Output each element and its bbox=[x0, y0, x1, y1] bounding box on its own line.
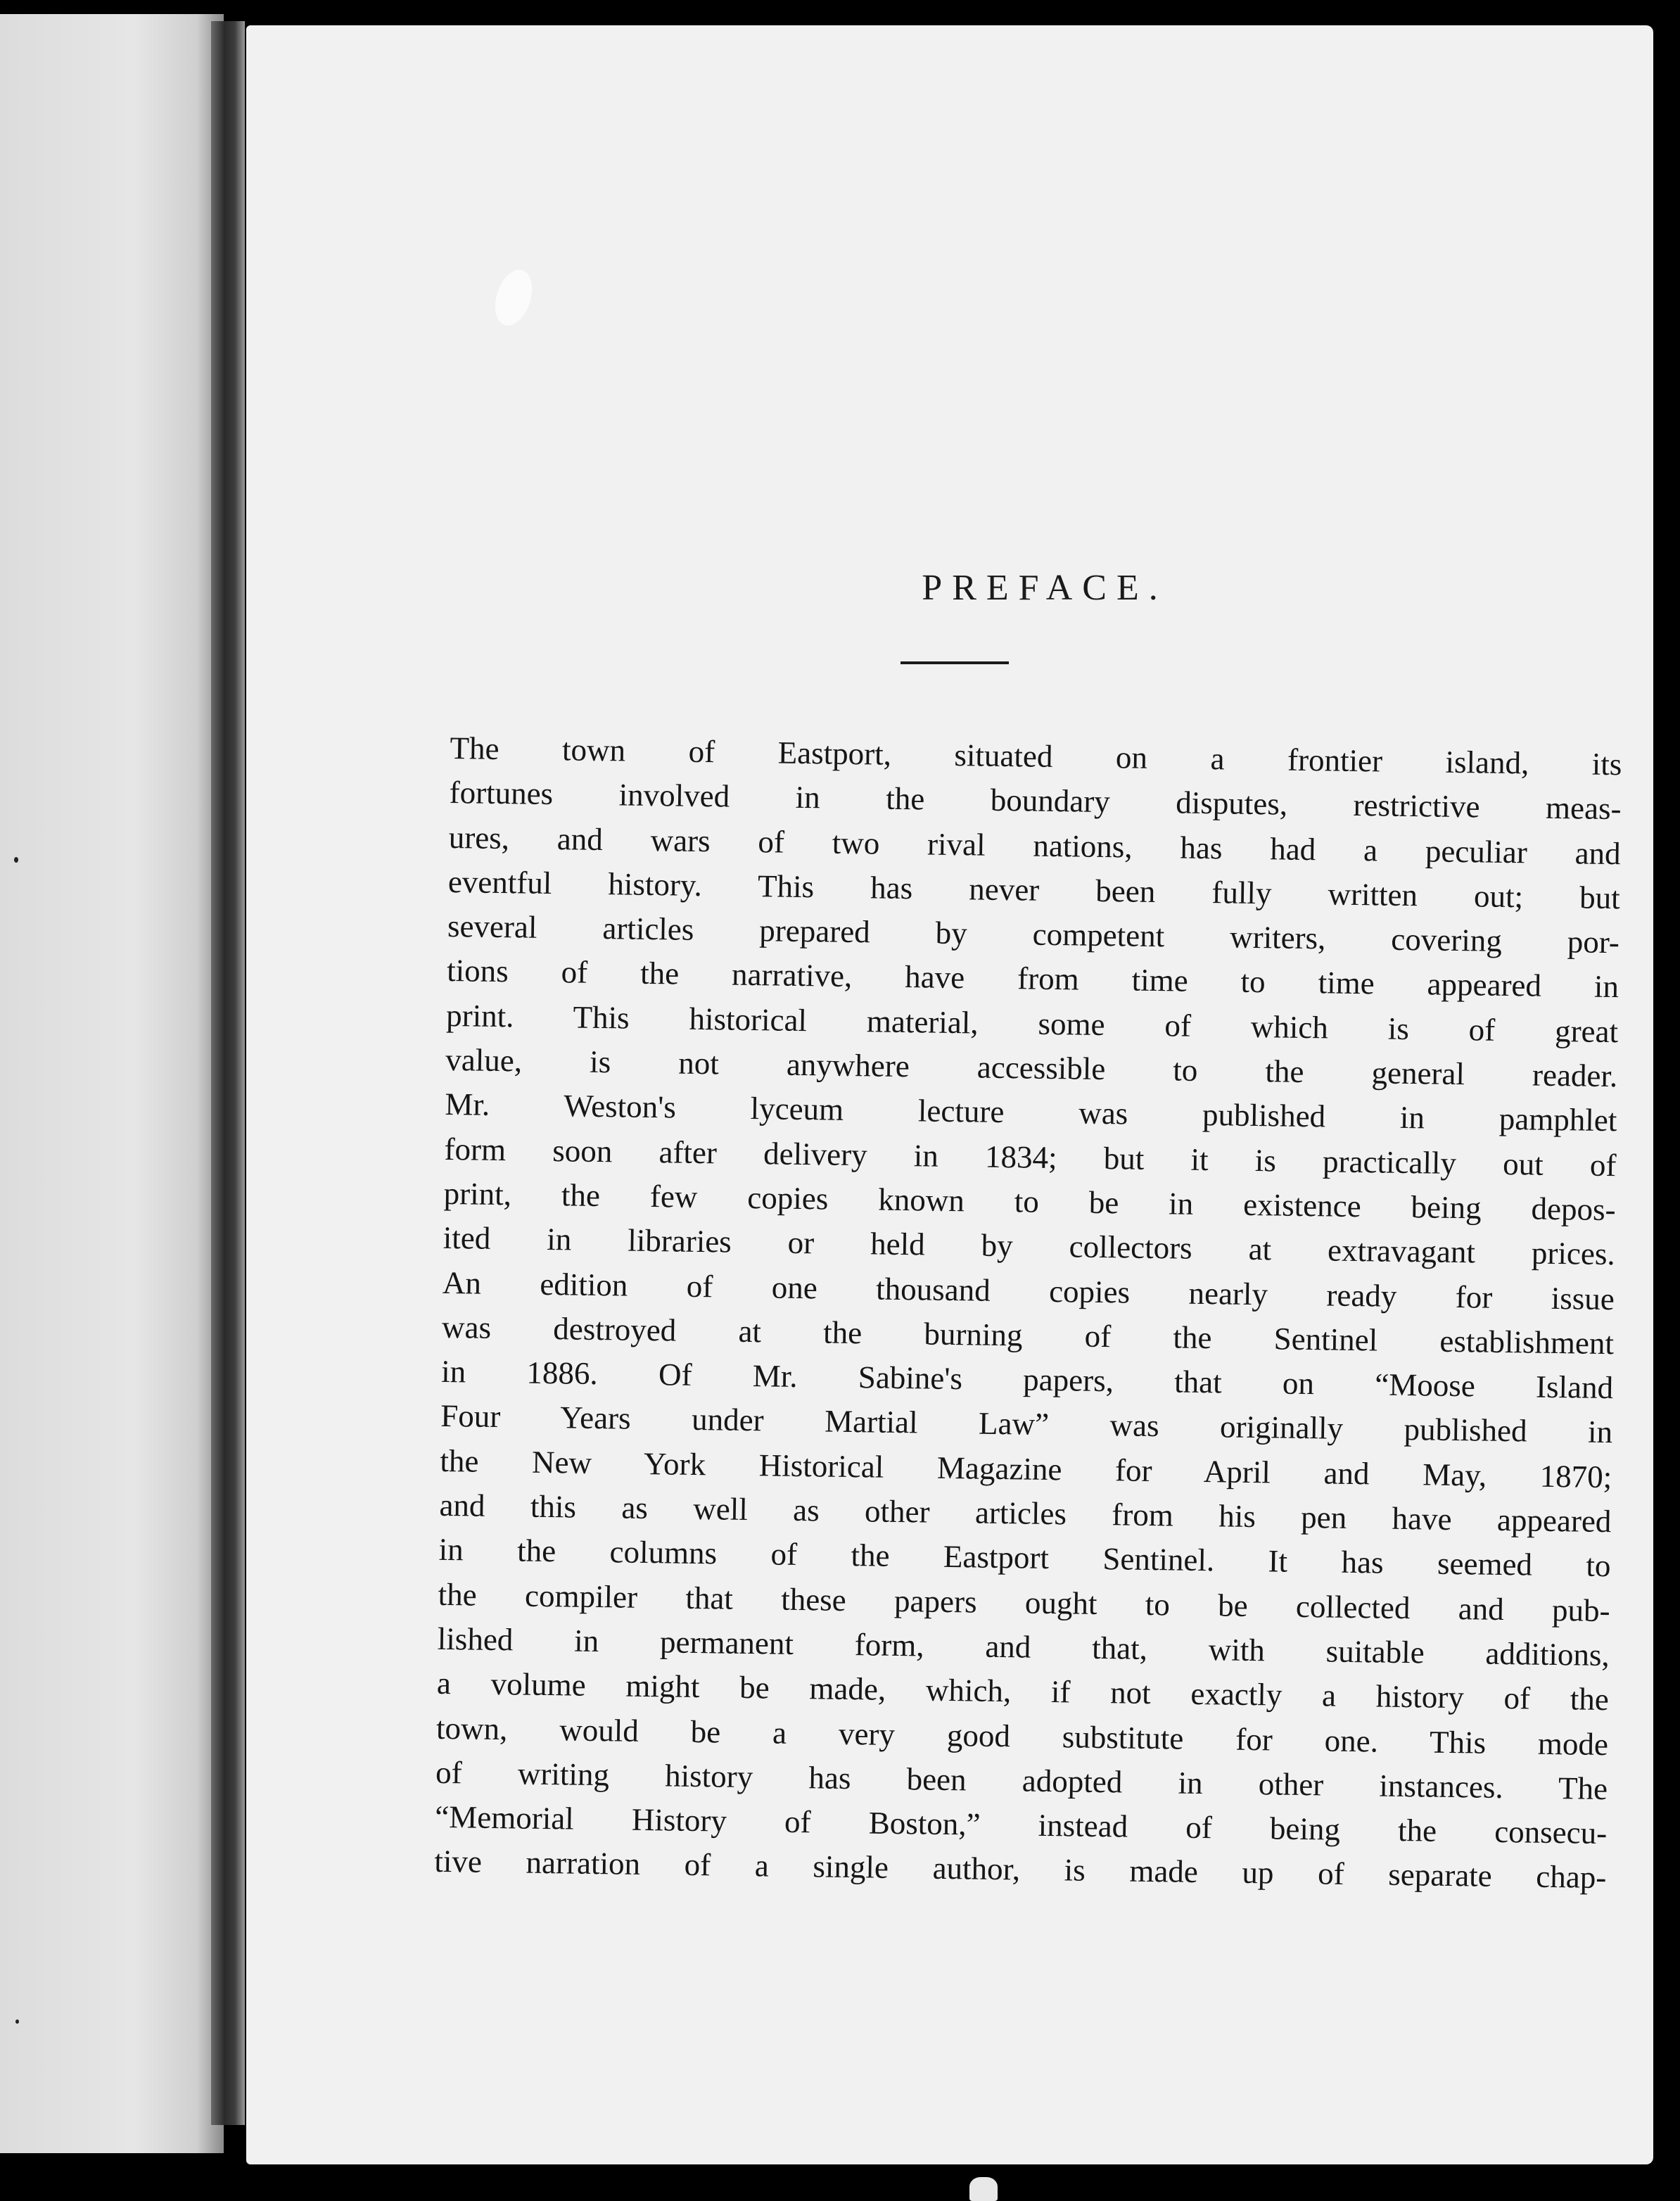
text-line: ures, and wars of two rival nations, has had a peculiar and bbox=[448, 819, 1621, 871]
text-line: value, is not anywhere accessible to the general reader. bbox=[445, 1042, 1618, 1094]
book-page bbox=[246, 25, 1653, 2164]
text-line: Four Years under Martial Law” was originally published in bbox=[440, 1398, 1613, 1450]
text-line: the New York Historical Magazine for April and May, 1870; bbox=[440, 1442, 1612, 1495]
text-line: lished in permanent form, and that, with suitable additions, bbox=[437, 1620, 1610, 1673]
text-line: ited in libraries or held by collectors at extravagant prices. bbox=[443, 1220, 1616, 1272]
text-line: a volume might be made, which, if not exactly a history of the bbox=[436, 1666, 1610, 1718]
text-line: town, would be a very good substitute for one. This mode bbox=[435, 1710, 1609, 1762]
text-line: in 1886. Of Mr. Sabine's papers, that on “Moose Island bbox=[440, 1354, 1614, 1406]
text-line: tions of the narrative, have from time to time appeared in bbox=[446, 953, 1619, 1005]
paper-smudge bbox=[489, 265, 539, 331]
text-line: eventful history. This has never been fully written out; but bbox=[447, 863, 1621, 916]
text-line: the compiler that these papers ought to be collected and pub- bbox=[438, 1576, 1610, 1628]
text-line: Mr. Weston's lyceum lecture was published in pamphlet bbox=[445, 1086, 1617, 1138]
text-line: several articles prepared by competent writers, covering por- bbox=[447, 908, 1620, 960]
scan-blot bbox=[969, 2177, 998, 2201]
facing-page-edge bbox=[0, 14, 224, 2153]
text-line: was destroyed at the burning of the Sentinel establishment bbox=[441, 1309, 1615, 1362]
body-text bbox=[434, 726, 1622, 1901]
heading-rule bbox=[901, 661, 1009, 664]
text-line: “Memorial History of Boston,” instead of being the consecu- bbox=[435, 1799, 1608, 1851]
text-line: form soon after delivery in 1834; but it is practically out of bbox=[444, 1131, 1617, 1183]
stray-mark bbox=[15, 2019, 19, 2024]
text-line: The town of Eastport, situated on a frontier island, its bbox=[450, 730, 1622, 782]
text-line: of writing history has been adopted in other instances. The bbox=[435, 1754, 1608, 1806]
text-line: An edition of one thousand copies nearly ready for issue bbox=[442, 1264, 1615, 1317]
text-line: in the columns of the Eastport Sentinel. It has seemed to bbox=[438, 1532, 1611, 1584]
text-line: print. This historical material, some of which is of great bbox=[445, 997, 1619, 1049]
book-gutter bbox=[211, 21, 245, 2125]
stray-mark bbox=[14, 857, 18, 863]
text-line: and this as well as other articles from his pen have appeared bbox=[439, 1487, 1612, 1540]
text-line: print, the few copies known to be in existence being depos- bbox=[443, 1175, 1616, 1228]
text-line: tive narration of a single author, is made up of separate chap- bbox=[434, 1844, 1607, 1896]
page-heading: PREFACE. bbox=[922, 568, 1168, 608]
text-line: fortunes involved in the boundary disputes, restrictive meas- bbox=[449, 775, 1622, 827]
